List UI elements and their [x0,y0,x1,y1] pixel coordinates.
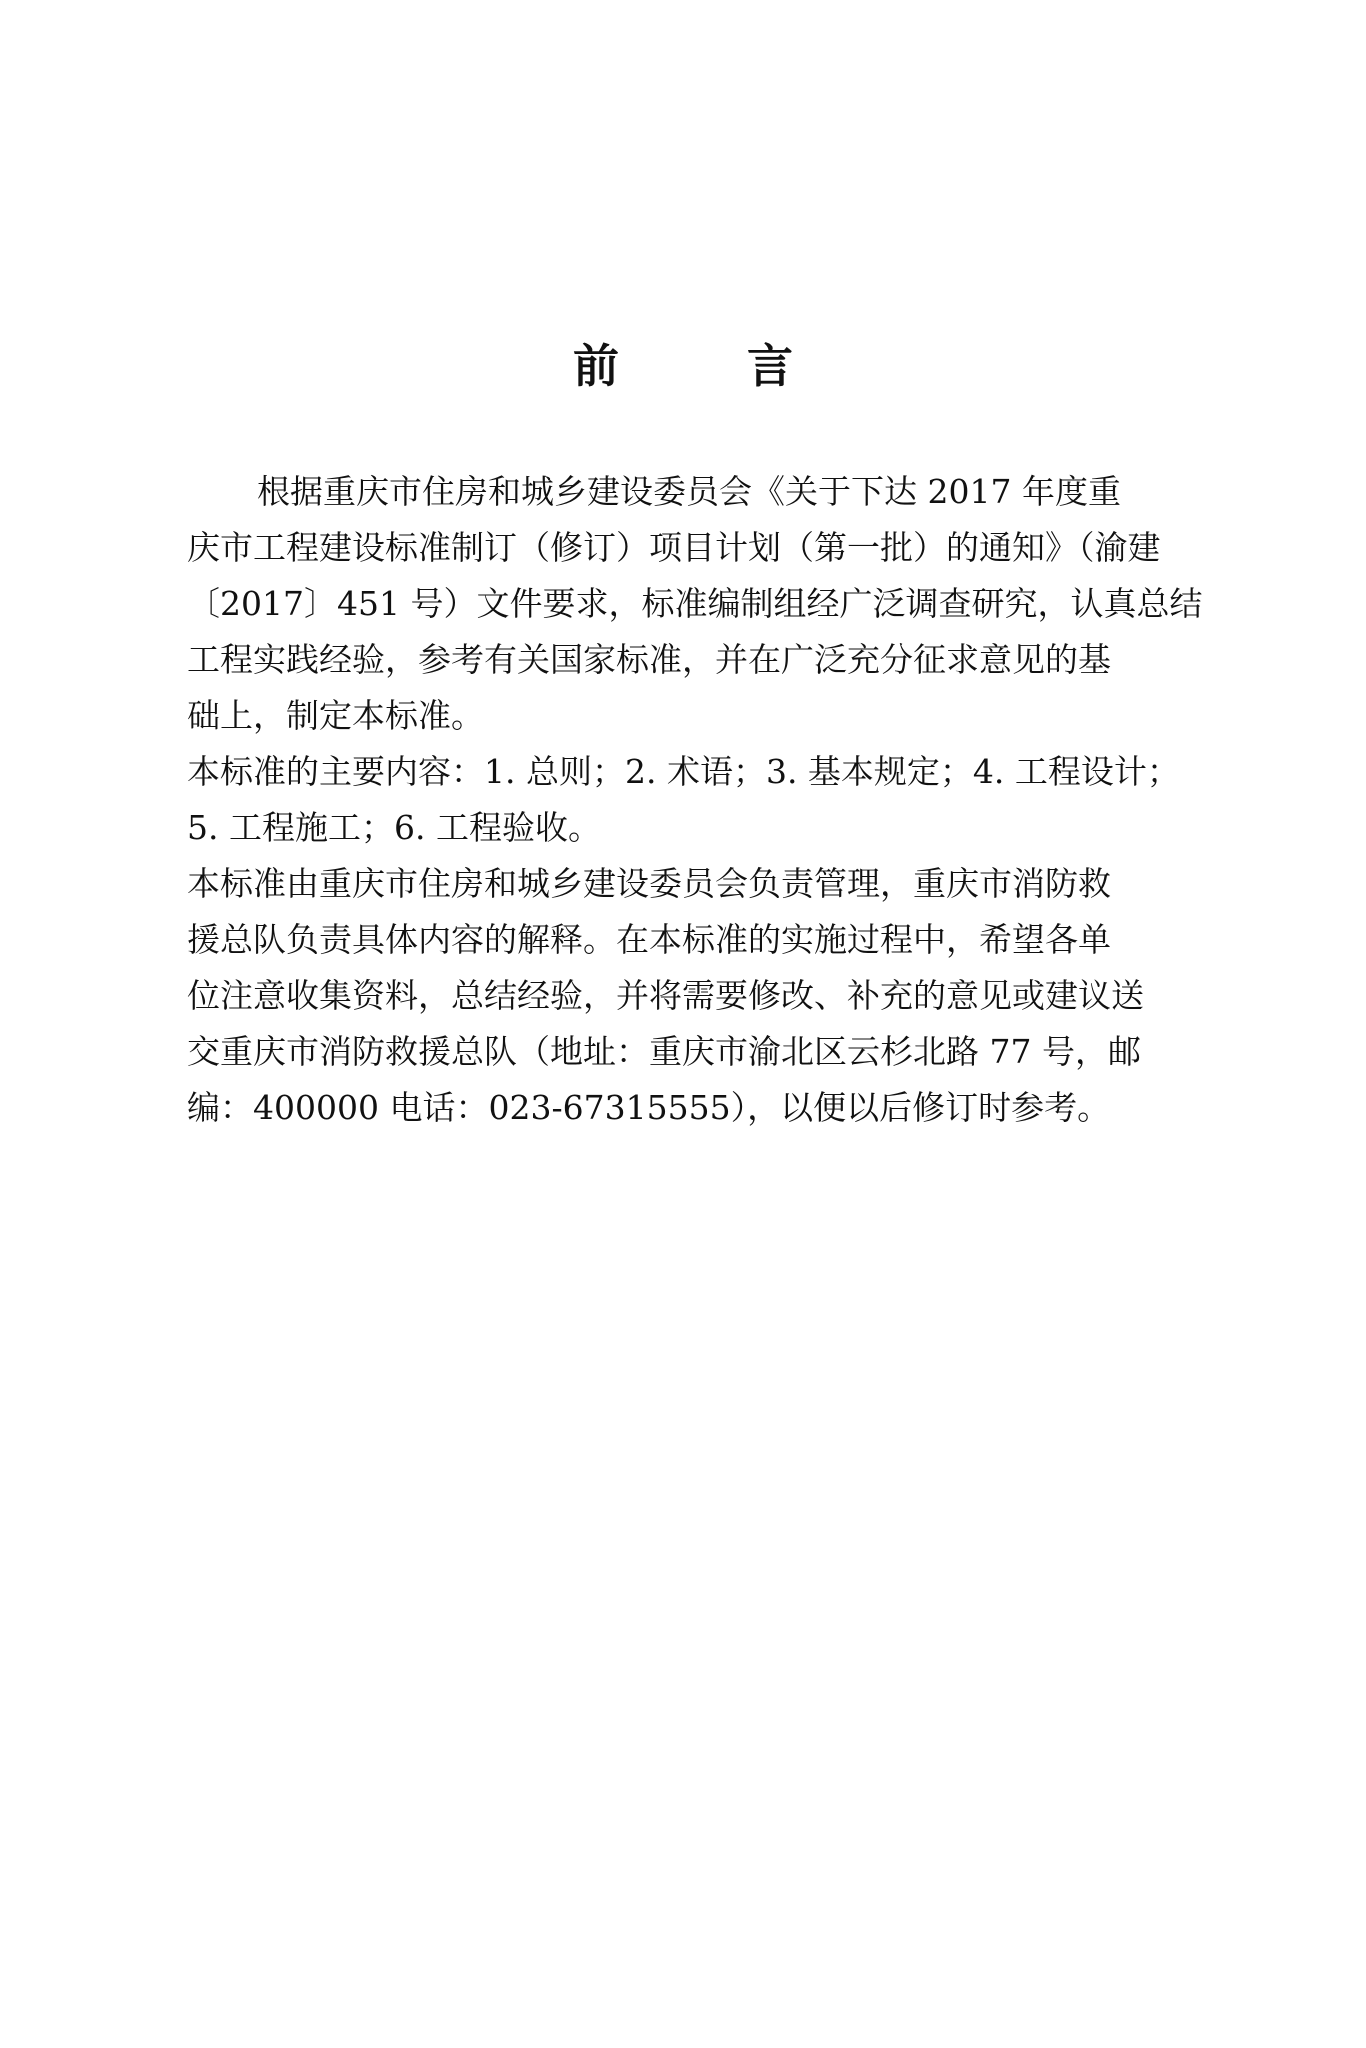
preface-body [187,464,1203,1136]
text-line: 援总队负责具体内容的解释。在本标准的实施过程中，希望各单 [187,920,1111,959]
text-line: 根据重庆市住房和城乡建设委员会《关于下达 2017 年度重 [257,472,1121,511]
text-line: 本标准由重庆市住房和城乡建设委员会负责管理，重庆市消防救 [187,864,1111,903]
text-line: 位注意收集资料，总结经验，并将需要修改、补充的意见或建议送 [187,976,1144,1015]
text-line: 庆市工程建设标准制订（修订）项目计划（第一批）的通知》（渝建 [187,528,1161,567]
text-line: 础上，制定本标准。 [187,696,484,735]
page-title: 前 言 [572,339,849,393]
text-line: 编：400000 电话：023-67315555），以便以后修订时参考。 [187,1088,1111,1127]
text-line: 5. 工程施工；6. 工程验收。 [187,808,601,847]
text-line: 工程实践经验，参考有关国家标准，并在广泛充分征求意见的基 [187,640,1111,679]
text-line: 交重庆市消防救援总队（地址：重庆市渝北区云杉北路 77 号，邮 [187,1032,1141,1071]
text-line: 本标准的主要内容：1. 总则；2. 术语；3. 基本规定；4. 工程设计； [187,752,1180,791]
text-line: 〔2017〕451 号）文件要求，标准编制组经广泛调查研究，认真总结 [187,584,1203,623]
